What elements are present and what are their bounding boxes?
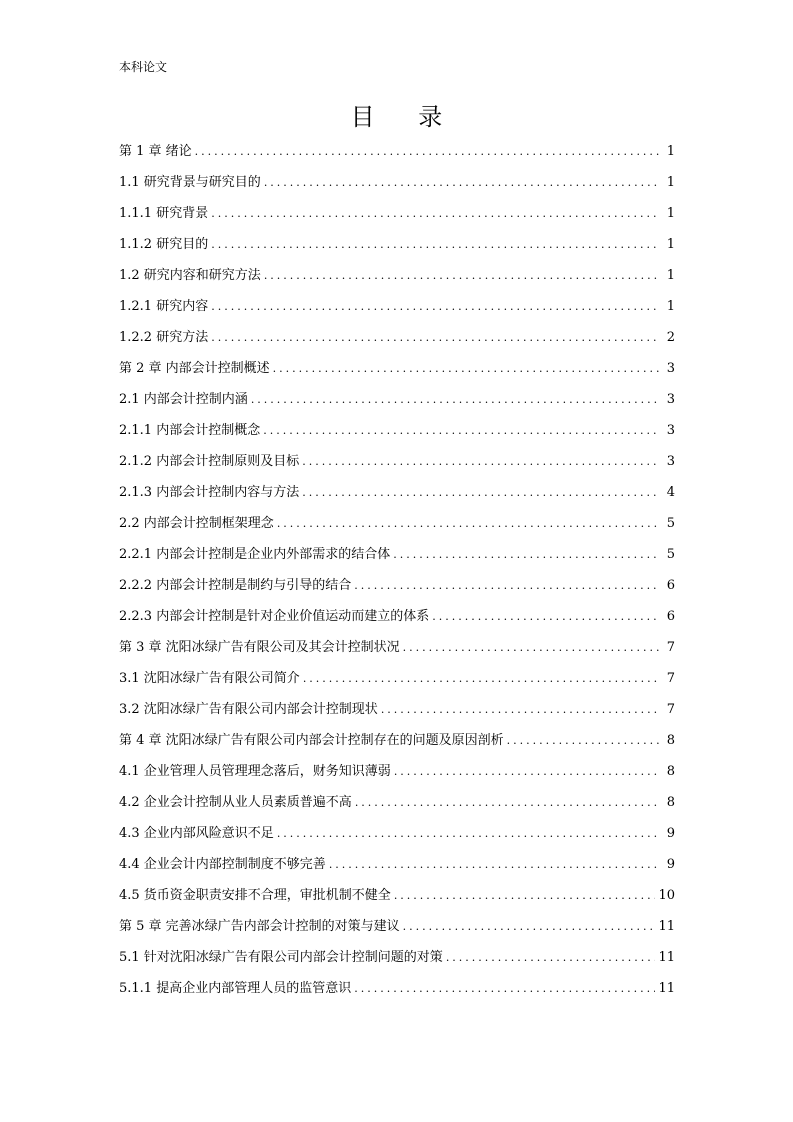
toc-entry[interactable]	[119, 880, 675, 911]
toc-dot-leader	[507, 725, 660, 756]
toc-entry-page-number: 11	[658, 919, 675, 934]
toc-entry-label: 1.1 研究背景与研究目的	[119, 175, 261, 190]
toc-dot-leader	[277, 508, 660, 539]
toc-entry-page-number: 7	[666, 702, 675, 717]
toc-entry[interactable]	[119, 229, 675, 260]
toc-entry[interactable]	[119, 198, 675, 229]
toc-entry-page-number: 8	[666, 795, 675, 810]
toc-entry[interactable]	[119, 787, 675, 818]
toc-entry[interactable]	[119, 508, 675, 539]
toc-entry[interactable]	[119, 601, 675, 632]
toc-entry-label: 第 3 章 沈阳冰绿广告有限公司及其会计控制状况	[119, 640, 400, 655]
toc-entry[interactable]	[119, 353, 675, 384]
toc-entry-page-number: 1	[666, 237, 675, 252]
toc-entry[interactable]	[119, 632, 675, 663]
toc-dot-leader	[403, 632, 660, 663]
toc-entry-label: 5.1.1 提高企业内部管理人员的监管意识	[119, 981, 352, 996]
toc-entry-label: 3.2 沈阳冰绿广告有限公司内部会计控制现状	[119, 702, 378, 717]
toc-dot-leader	[211, 198, 660, 229]
toc-dot-leader	[303, 663, 660, 694]
toc-dot-leader	[393, 539, 660, 570]
toc-dot-leader	[329, 849, 660, 880]
toc-entry[interactable]	[119, 725, 675, 756]
toc-entry-label: 2.1.3 内部会计控制内容与方法	[119, 485, 300, 500]
toc-entry-page-number: 1	[666, 144, 675, 159]
toc-entry-page-number: 7	[666, 640, 675, 655]
toc-entry-page-number: 7	[666, 671, 675, 686]
toc-entry-page-number: 3	[666, 392, 675, 407]
toc-entry-page-number: 2	[666, 330, 675, 345]
toc-entry-label: 2.2.1 内部会计控制是企业内外部需求的结合体	[119, 547, 391, 562]
toc-entry-label: 第 2 章 内部会计控制概述	[119, 361, 270, 376]
toc-dot-leader	[195, 136, 660, 167]
page-header: 本科论文	[119, 60, 168, 74]
toc-entry-label: 4.3 企业内部风险意识不足	[119, 826, 274, 841]
toc-entry-label: 2.1 内部会计控制内涵	[119, 392, 248, 407]
toc-entry-label: 第 4 章 沈阳冰绿广告有限公司内部会计控制存在的问题及原因剖析	[119, 733, 504, 748]
toc-entry-page-number: 8	[666, 733, 675, 748]
toc-dot-leader	[273, 353, 660, 384]
toc-entry[interactable]	[119, 446, 675, 477]
toc-entry-label: 1.2.2 研究方法	[119, 330, 209, 345]
toc-dot-leader	[355, 787, 660, 818]
toc-dot-leader	[381, 694, 660, 725]
toc-dot-leader	[446, 942, 656, 973]
toc-entry-label: 2.2 内部会计控制框架理念	[119, 516, 274, 531]
toc-entry[interactable]	[119, 818, 675, 849]
toc-entry[interactable]	[119, 911, 675, 942]
toc-entry-label: 3.1 沈阳冰绿广告有限公司简介	[119, 671, 300, 686]
toc-entry[interactable]	[119, 570, 675, 601]
toc-entry[interactable]	[119, 849, 675, 880]
toc-dot-leader	[302, 446, 660, 477]
toc-entry-page-number: 6	[666, 609, 675, 624]
toc-entry[interactable]	[119, 539, 675, 570]
toc-entry-label: 1.1.1 研究背景	[119, 206, 209, 221]
toc-entry[interactable]	[119, 384, 675, 415]
toc-entry-label: 1.2.1 研究内容	[119, 299, 209, 314]
toc-entry-page-number: 8	[666, 764, 675, 779]
toc-dot-leader	[211, 322, 660, 353]
toc-entry-label: 2.2.2 内部会计控制是制约与引导的结合	[119, 578, 352, 593]
toc-entry-page-number: 5	[666, 516, 675, 531]
toc-entry-label: 第 1 章 绪论	[119, 144, 192, 159]
toc-entry-label: 2.2.3 内部会计控制是针对企业价值运动而建立的体系	[119, 609, 430, 624]
toc-entry[interactable]	[119, 663, 675, 694]
toc-entry-label: 1.1.2 研究目的	[119, 237, 209, 252]
toc-entry[interactable]	[119, 694, 675, 725]
toc-entry-label: 4.2 企业会计控制从业人员素质普遍不高	[119, 795, 352, 810]
toc-entry[interactable]	[119, 973, 675, 1004]
toc-dot-leader	[354, 570, 660, 601]
toc-entry-page-number: 10	[658, 888, 675, 903]
toc-entry-page-number: 1	[666, 206, 675, 221]
toc-entry-page-number: 11	[658, 981, 675, 996]
toc-dot-leader	[277, 818, 660, 849]
toc-entry-page-number: 9	[666, 857, 675, 872]
toc-dot-leader	[211, 229, 660, 260]
toc-entry[interactable]	[119, 756, 675, 787]
toc-entry-page-number: 5	[666, 547, 675, 562]
table-of-contents	[119, 136, 675, 1004]
toc-entry-page-number: 11	[658, 950, 675, 965]
toc-dot-leader	[211, 291, 660, 322]
toc-dot-leader	[403, 911, 656, 942]
toc-dot-leader	[394, 756, 660, 787]
toc-entry[interactable]	[119, 322, 675, 353]
toc-entry[interactable]	[119, 477, 675, 508]
toc-entry-label: 2.1.1 内部会计控制概念	[119, 423, 261, 438]
toc-entry-page-number: 1	[666, 175, 675, 190]
toc-entry[interactable]	[119, 942, 675, 973]
toc-entry-label: 2.1.2 内部会计控制原则及目标	[119, 454, 300, 469]
toc-dot-leader	[264, 167, 660, 198]
toc-dot-leader	[394, 880, 656, 911]
toc-entry-label: 4.5 货币资金职责安排不合理，审批机制不健全	[119, 888, 391, 903]
toc-entry-page-number: 1	[666, 268, 675, 283]
toc-entry-label: 4.1 企业管理人员管理理念落后，财务知识薄弱	[119, 764, 391, 779]
toc-dot-leader	[432, 601, 660, 632]
toc-entry-page-number: 1	[666, 299, 675, 314]
toc-dot-leader	[251, 384, 660, 415]
toc-entry[interactable]	[119, 167, 675, 198]
toc-entry-page-number: 6	[666, 578, 675, 593]
toc-entry[interactable]	[119, 260, 675, 291]
toc-entry-page-number: 3	[666, 454, 675, 469]
toc-dot-leader	[302, 477, 660, 508]
toc-entry-page-number: 3	[666, 361, 675, 376]
toc-dot-leader	[264, 260, 660, 291]
toc-entry-page-number: 9	[666, 826, 675, 841]
toc-entry-page-number: 3	[666, 423, 675, 438]
toc-entry[interactable]	[119, 136, 675, 167]
toc-title: 目 录	[350, 103, 461, 131]
toc-entry-label: 5.1 针对沈阳冰绿广告有限公司内部会计控制问题的对策	[119, 950, 443, 965]
toc-dot-leader	[263, 415, 660, 446]
toc-entry-page-number: 4	[666, 485, 675, 500]
toc-dot-leader	[354, 973, 655, 1004]
toc-entry-label: 1.2 研究内容和研究方法	[119, 268, 261, 283]
toc-entry[interactable]	[119, 415, 675, 446]
toc-entry-label: 第 5 章 完善冰绿广告内部会计控制的对策与建议	[119, 919, 400, 934]
toc-entry-label: 4.4 企业会计内部控制制度不够完善	[119, 857, 326, 872]
toc-entry[interactable]	[119, 291, 675, 322]
